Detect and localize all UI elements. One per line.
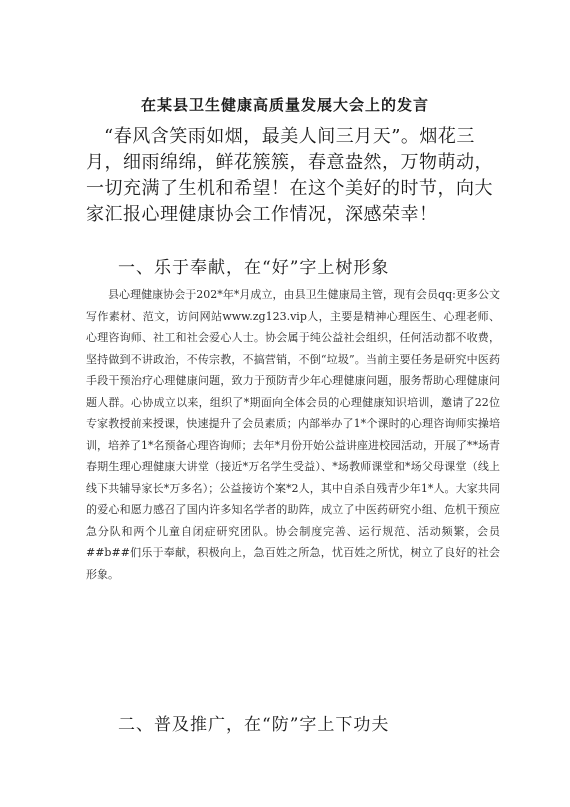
intro-paragraph: “春风含笑雨如烟，最美人间三月天”。烟花三月，细雨绵绵，鲜花簇簇，春意盎然，万物萌动，一切充满了生机和希望！在这个美好的时节，向大家汇报心理健康协会工作情况，深感荣幸！ <box>86 126 493 225</box>
section-heading-1: 一、乐于奉献，在“好”字上树形象 <box>118 258 390 278</box>
section-body-1: 县心理健康协会于202*年*月成立，由县卫生健康局主管，现有会员qq:更多公文写作素材、范文，访问网站www.zg123.vip人，主要是精神心理医生、心理老师、心理咨询师、社工和社会爱心人士。协会属于纯公益社会组织，任何活动都不收费，坚持做到不讲政治，不传宗教，不搞营销，不倒“垃圾”。当前主要任务是研究中医药手段干预治疗心理健康问题，致力于预防青少年心理健康问题，服务帮助心理健康问题人群。心协成立以来，组织了*期面向全体会员的心理健康知识培训，邀请了22位专家教授前来授课，快速提升了会员素质；内部举办了1*个课时的心理咨询师实操培训，培养了1*名预备心理咨询师；去年*月份开始公益讲座进校园活动，开展了**场青春期生理心理健康大讲堂（接近*万名学生受益）、*场教师课堂和*场父母课堂（线上线下共辅导家长*万多名）；公益接访个案*2人，其中自杀自残青少年1*人。大家共同的爱心和愿力感召了国内许多知名学者的助阵，成立了中医药研究小组、危机干预应急分队和两个儿童自闭症研究团队。协会制度完善、运行规范、活动频繁，会员##b##们乐于奉献，积极向上，急百姓之所急，忧百姓之所忧，树立了良好的社会形象。 <box>86 288 500 581</box>
document-title: 在某县卫生健康高质量发展大会上的发言 <box>140 96 429 114</box>
section-heading-2: 二、普及推广，在“防”字上下功夫 <box>118 715 390 735</box>
